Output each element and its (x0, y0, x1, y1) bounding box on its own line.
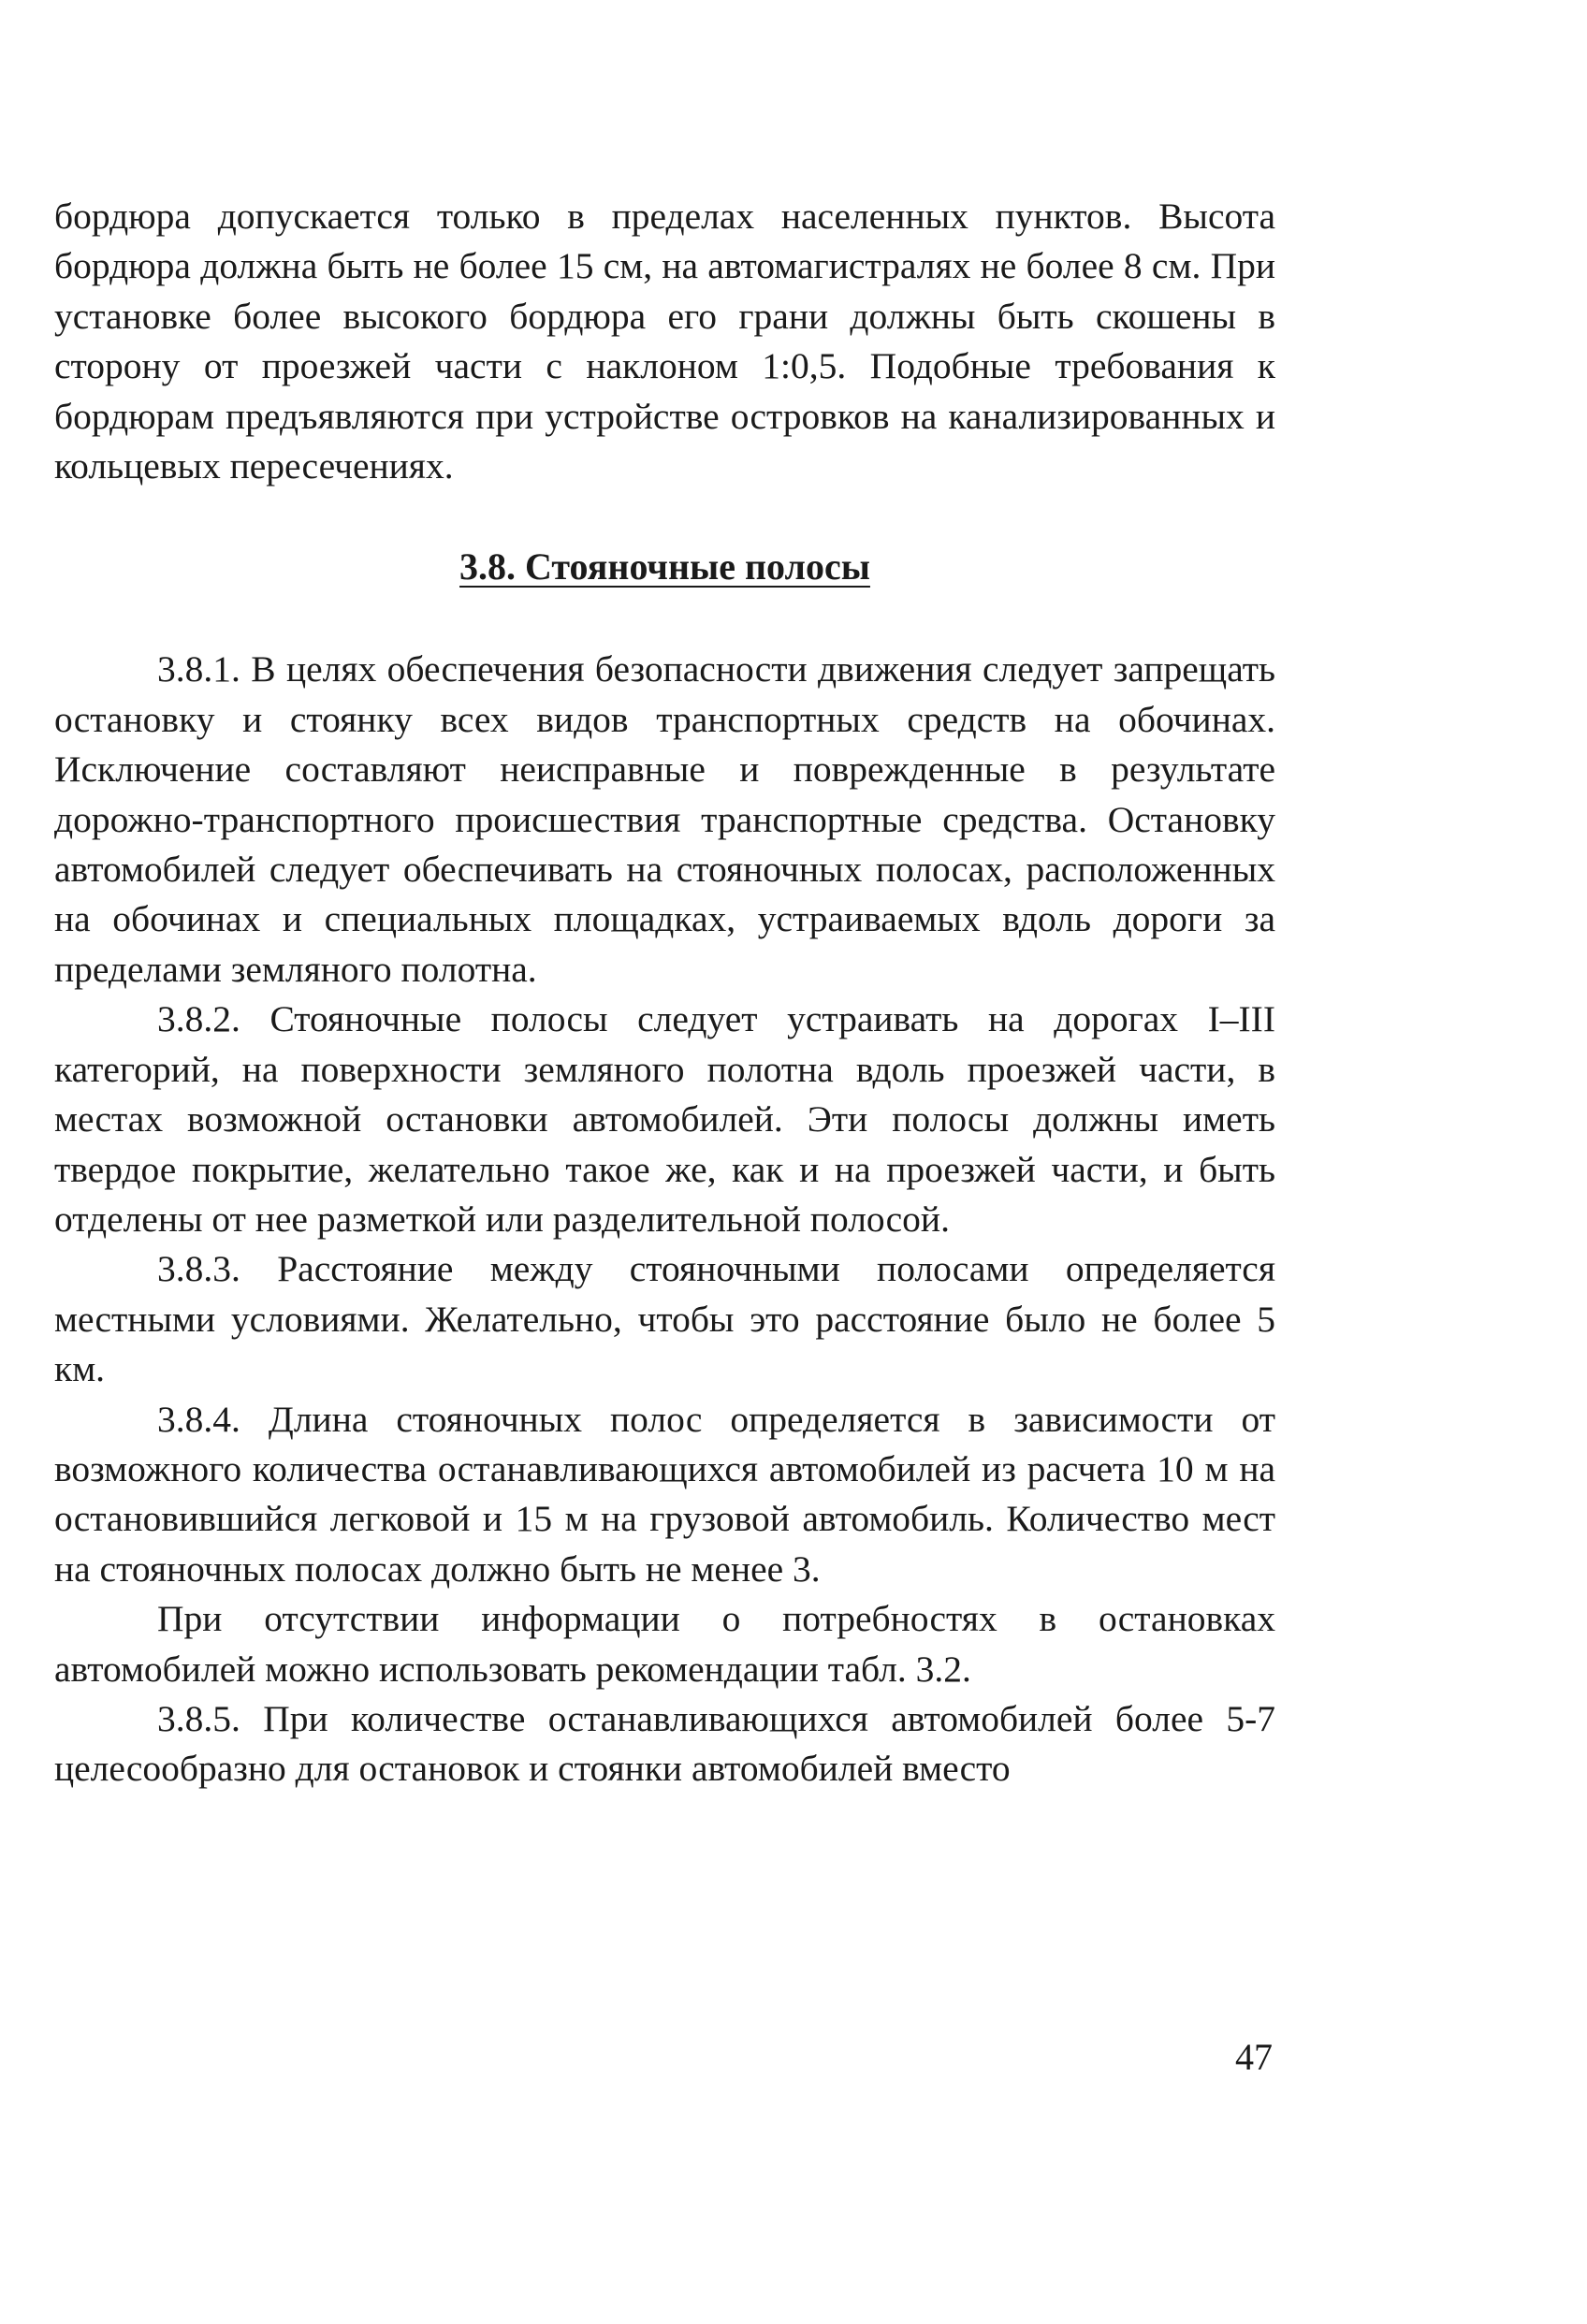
paragraph-3-8-1: 3.8.1. В целях обеспечения безопасности движения следует запрещать остановку и стоянку всех видов транспортных средств на обочинах. Исключение составляют неисправные и поврежденные в результате дорожно-транспортного происшествия транспортные средства. Остановку автомобилей следует обеспечивать на стояночных полосах, расположенных на обочинах и специальных площадках, устраиваемых вдоль дороги за пределами земляного полотна. (54, 648, 1275, 990)
paragraph-3-8-4: 3.8.4. Длина стояночных полос определяется в зависимости от возможного количества останавливающихся автомобилей из расчета 10 м на остановившийся легковой и 15 м на грузовой автомобиль. Количество мест на стояночных полосах должно быть не менее 3. (54, 1398, 1275, 1590)
paragraph-3-8-5: 3.8.5. При количестве останавливающихся автомобилей более 5-7 целесообразно для остановок и стоянки автомобилей вместо (54, 1697, 1275, 1790)
section-heading: 3.8. Стояночные полосы (459, 545, 870, 588)
continuation-paragraph: бордюра допускается только в пределах населенных пунктов. Высота бордюра должна быть не более 15 см, на автомагистралях не более 8 см. При установке более высокого бордюра его грани должны быть скошены в сторону от проезжей части с наклоном 1:0,5. Подобные требования к бордюрам предъявляются при устройстве островков на канализированных и кольцевых пересечениях. (54, 196, 1275, 487)
paragraph-3-8-2: 3.8.2. Стояночные полосы следует устраивать на дорогах I–III категорий, на поверхности земляного полотна вдоль проезжей части, в местах возможной остановки автомобилей. Эти полосы должны иметь твердое покрытие, желательно такое же, как и на проезжей части, и быть отделены от нее разметкой или разделительной полосой. (54, 998, 1275, 1240)
paragraph-3-8-3: 3.8.3. Расстояние между стояночными полосами определяется местными условиями. Желательно, чтобы это расстояние было не более 5 км. (54, 1248, 1275, 1390)
paragraph-table-reference: При отсутствии информации о потребностях в остановках автомобилей можно использовать рекомендации табл. 3.2. (54, 1598, 1275, 1690)
page-number: 47 (1235, 2036, 1273, 2078)
page-body (54, 192, 1275, 1794)
